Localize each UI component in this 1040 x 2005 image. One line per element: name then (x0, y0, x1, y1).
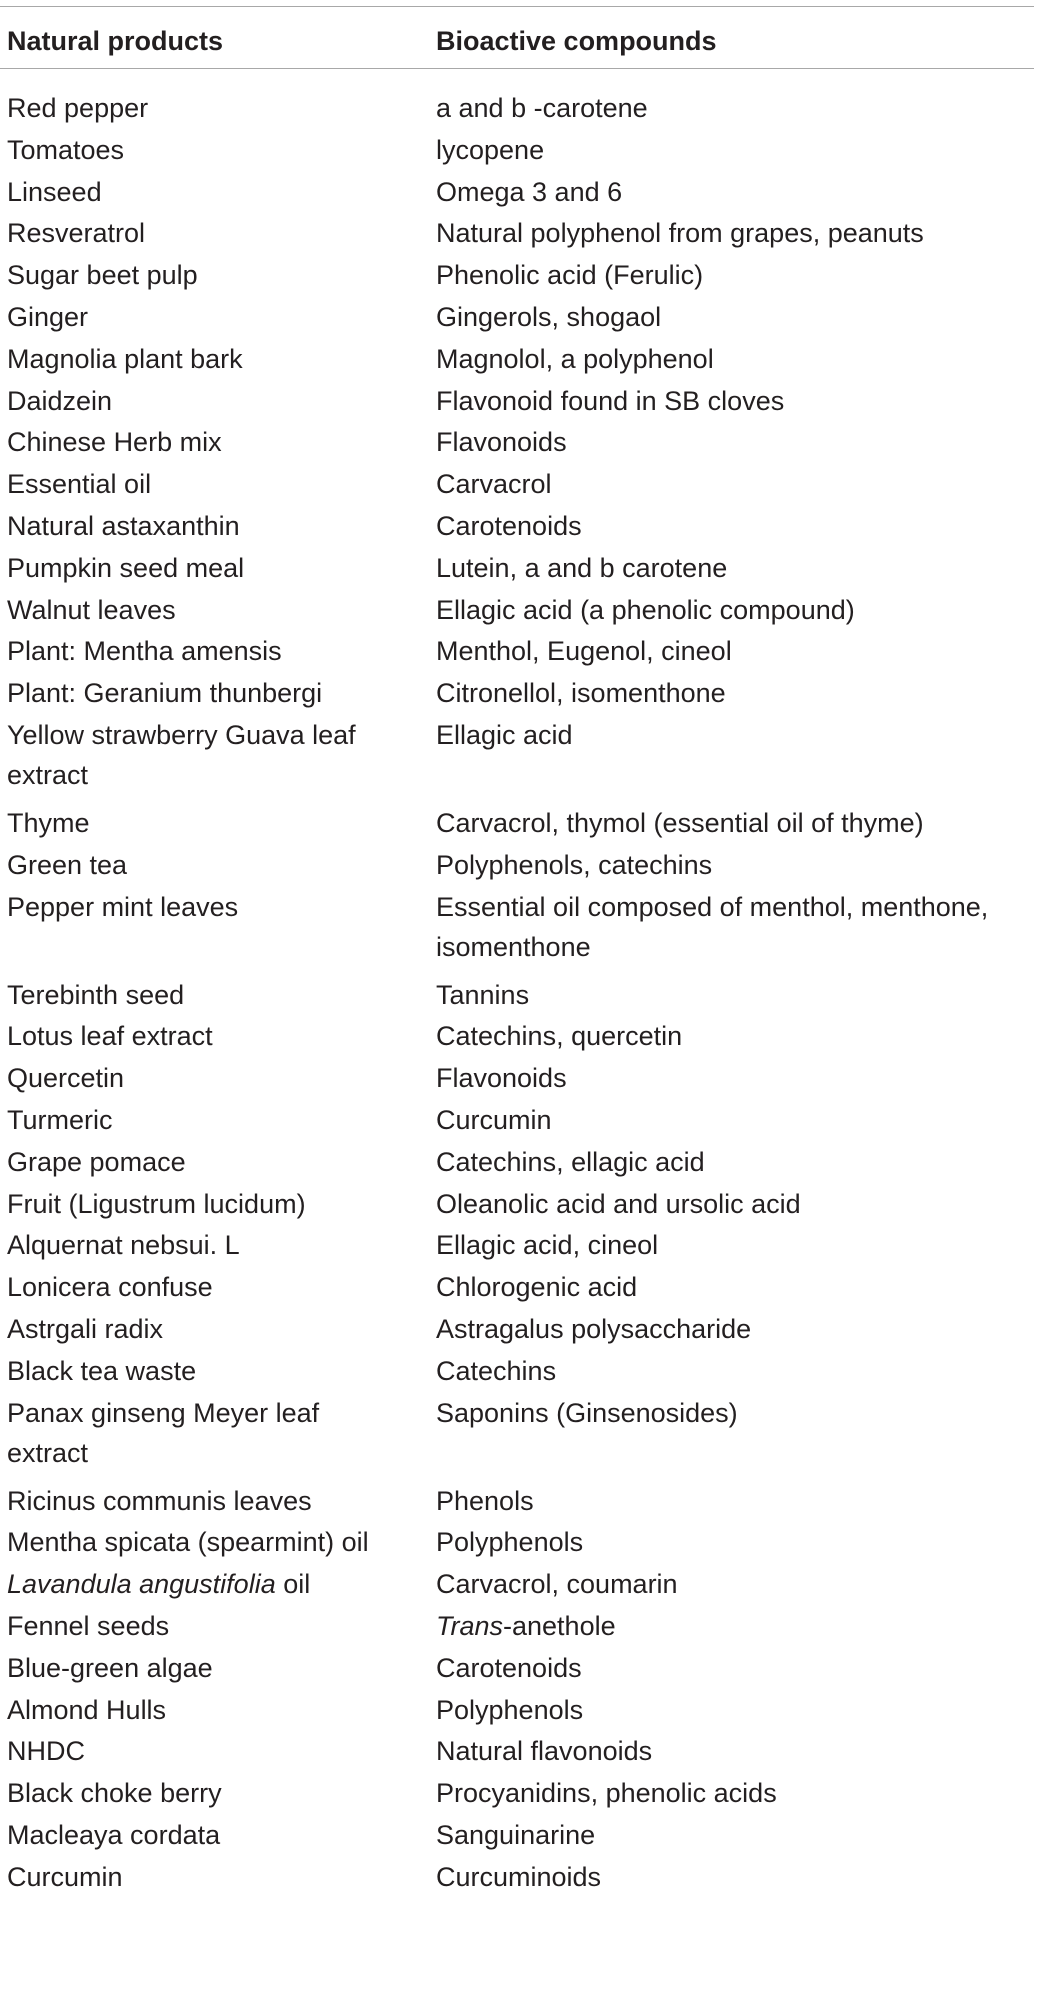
table-row (0, 803, 1036, 845)
product-italic-part: Lavandula angustifolia (7, 1569, 276, 1600)
compound-cell: Curcuminoids (436, 1861, 602, 1892)
product-cell: Walnut leaves (7, 594, 176, 625)
compound-cell: Polyphenols, catechins (436, 849, 713, 880)
table-row (0, 1857, 1036, 1899)
table-row (0, 590, 1036, 632)
table-row (0, 172, 1036, 214)
product-cell: Green tea (7, 849, 128, 880)
compound-cell (436, 1606, 1036, 1646)
compound-cell: Chlorogenic acid (436, 1272, 638, 1303)
table-row (0, 715, 1036, 803)
compound-cell: Ellagic acid, cineol (436, 1230, 659, 1261)
compound-cell: Phenolic acid (Ferulic) (436, 260, 704, 291)
compound-cell: Lutein, a and b carotene (436, 552, 728, 583)
compound-cell: Polyphenols (436, 1694, 584, 1725)
table-row (0, 1564, 1036, 1606)
header-bioactive-compounds: Bioactive compounds (436, 26, 717, 56)
table-header-rule (0, 68, 1034, 69)
product-cell: Macleaya cordata (7, 1819, 221, 1850)
table-row (0, 213, 1036, 255)
table-row (0, 130, 1036, 172)
table-row (0, 506, 1036, 548)
table-row (0, 464, 1036, 506)
product-cell: Panax ginseng Meyer leaf extract (7, 1397, 320, 1468)
table-top-rule (0, 6, 1034, 7)
compound-cell: Saponins (Ginsenosides) (436, 1397, 738, 1428)
table-row (0, 1267, 1036, 1309)
table-row (0, 631, 1036, 673)
compound-cell: Omega 3 and 6 (436, 176, 623, 207)
product-cell: NHDC (7, 1736, 85, 1767)
compound-cell: Menthol, Eugenol, cineol (436, 636, 732, 667)
product-cell: Pumpkin seed meal (7, 552, 245, 583)
compound-cell: Flavonoid found in SB cloves (436, 385, 785, 416)
compound-cell: Phenols (436, 1485, 534, 1516)
compound-cell: Catechins (436, 1355, 557, 1386)
product-cell: Grape pomace (7, 1146, 186, 1177)
table-row (0, 1100, 1036, 1142)
compound-cell: Astragalus polysaccharide (436, 1313, 752, 1344)
compound-cell: Ellagic acid (a phenolic compound) (436, 594, 855, 625)
compound-cell: Carotenoids (436, 510, 582, 541)
product-cell: Red pepper (7, 93, 149, 123)
table-row (0, 1351, 1036, 1393)
compound-cell: a and b -carotene (436, 93, 648, 123)
table-row (0, 1522, 1036, 1564)
compound-cell: Flavonoids (436, 427, 567, 458)
compound-cell: Polyphenols (436, 1527, 584, 1558)
compound-cell: Carotenoids (436, 1652, 582, 1683)
table-row (0, 422, 1036, 464)
compound-cell: Carvacrol (436, 469, 552, 500)
product-cell: Mentha spicata (spearmint) oil (7, 1527, 369, 1558)
product-cell: Resveratrol (7, 218, 146, 249)
product-cell: Black choke berry (7, 1778, 222, 1809)
product-cell: Daidzein (7, 385, 113, 416)
table-row (0, 1481, 1036, 1523)
table-row (0, 339, 1036, 381)
compound-cell: Flavonoids (436, 1063, 567, 1094)
table-row (0, 1184, 1036, 1226)
product-cell: Lonicera confuse (7, 1272, 213, 1303)
product-cell: Terebinth seed (7, 979, 185, 1010)
compound-cell: Magnolol, a polyphenol (436, 343, 714, 374)
compound-italic-part: Trans (436, 1610, 504, 1641)
compound-cell: Gingerols, shogaol (436, 301, 662, 332)
compound-cell: Catechins, ellagic acid (436, 1146, 705, 1177)
compound-cell: Carvacrol, coumarin (436, 1569, 678, 1600)
product-cell: Fennel seeds (7, 1610, 170, 1641)
compound-cell: Citronellol, isomenthone (436, 678, 726, 709)
compound-cell: Carvacrol, thymol (essential oil of thyme) (436, 807, 924, 838)
table-row (0, 381, 1036, 423)
product-cell: Almond Hulls (7, 1694, 167, 1725)
product-cell: Turmeric (7, 1104, 113, 1135)
table-row (0, 1142, 1036, 1184)
table-row (0, 975, 1036, 1017)
table-row (0, 88, 1036, 130)
compound-cell: Oleanolic acid and ursolic acid (436, 1188, 801, 1219)
table-row (0, 1058, 1036, 1100)
product-cell: Essential oil (7, 469, 152, 500)
product-cell: Lotus leaf extract (7, 1021, 213, 1052)
compound-cell: Catechins, quercetin (436, 1021, 683, 1052)
product-cell: Astrgali radix (7, 1313, 164, 1344)
compound-cell: Curcumin (436, 1104, 552, 1135)
product-cell: Linseed (7, 176, 102, 207)
product-cell: Plant: Mentha amensis (7, 636, 282, 667)
product-cell: Alquernat nebsui. L (7, 1230, 240, 1261)
compound-cell: Essential oil composed of menthol, menthone, isomenthone (436, 891, 989, 962)
product-cell: Chinese Herb mix (7, 427, 222, 458)
table-row (0, 1815, 1036, 1857)
table-row (0, 1225, 1036, 1267)
compound-cell: Natural flavonoids (436, 1736, 653, 1767)
product-cell: Blue-green algae (7, 1652, 213, 1683)
table-header (0, 24, 1036, 58)
table-row (0, 1016, 1036, 1058)
table-row (0, 1393, 1036, 1481)
table-body (0, 88, 1036, 1898)
product-cell: Black tea waste (7, 1355, 197, 1386)
product-cell: Plant: Geranium thunbergi (7, 678, 323, 709)
table-row (0, 548, 1036, 590)
product-cell: Natural astaxanthin (7, 510, 240, 541)
product-plain-part: oil (275, 1569, 311, 1600)
product-cell: Magnolia plant bark (7, 343, 243, 374)
compound-cell: lycopene (436, 134, 545, 165)
product-cell: Pepper mint leaves (7, 891, 239, 922)
table-row (0, 1690, 1036, 1732)
table-row (0, 1731, 1036, 1773)
product-cell: Ricinus communis leaves (7, 1485, 312, 1516)
product-cell: Tomatoes (7, 134, 125, 165)
header-natural-products: Natural products (7, 26, 224, 56)
table-row (0, 845, 1036, 887)
table-row (0, 297, 1036, 339)
product-cell (7, 1564, 387, 1604)
product-cell: Fruit (Ligustrum lucidum) (7, 1188, 306, 1219)
compound-plain-part: -anethole (503, 1610, 616, 1641)
table-row (0, 673, 1036, 715)
table-row (0, 887, 1036, 975)
compound-cell: Natural polyphenol from grapes, peanuts (436, 218, 924, 249)
compound-cell: Procyanidins, phenolic acids (436, 1778, 777, 1809)
product-cell: Curcumin (7, 1861, 123, 1892)
compound-cell: Ellagic acid (436, 719, 573, 750)
product-cell: Quercetin (7, 1063, 125, 1094)
compound-cell: Tannins (436, 979, 530, 1010)
product-cell: Yellow strawberry Guava leaf extract (7, 719, 356, 790)
table-row (0, 1648, 1036, 1690)
product-cell: Sugar beet pulp (7, 260, 198, 291)
table-row (0, 1309, 1036, 1351)
compound-cell: Sanguinarine (436, 1819, 596, 1850)
table-row (0, 1773, 1036, 1815)
product-cell: Thyme (7, 807, 90, 838)
table-row (0, 1606, 1036, 1648)
table-row (0, 255, 1036, 297)
product-cell: Ginger (7, 301, 89, 332)
